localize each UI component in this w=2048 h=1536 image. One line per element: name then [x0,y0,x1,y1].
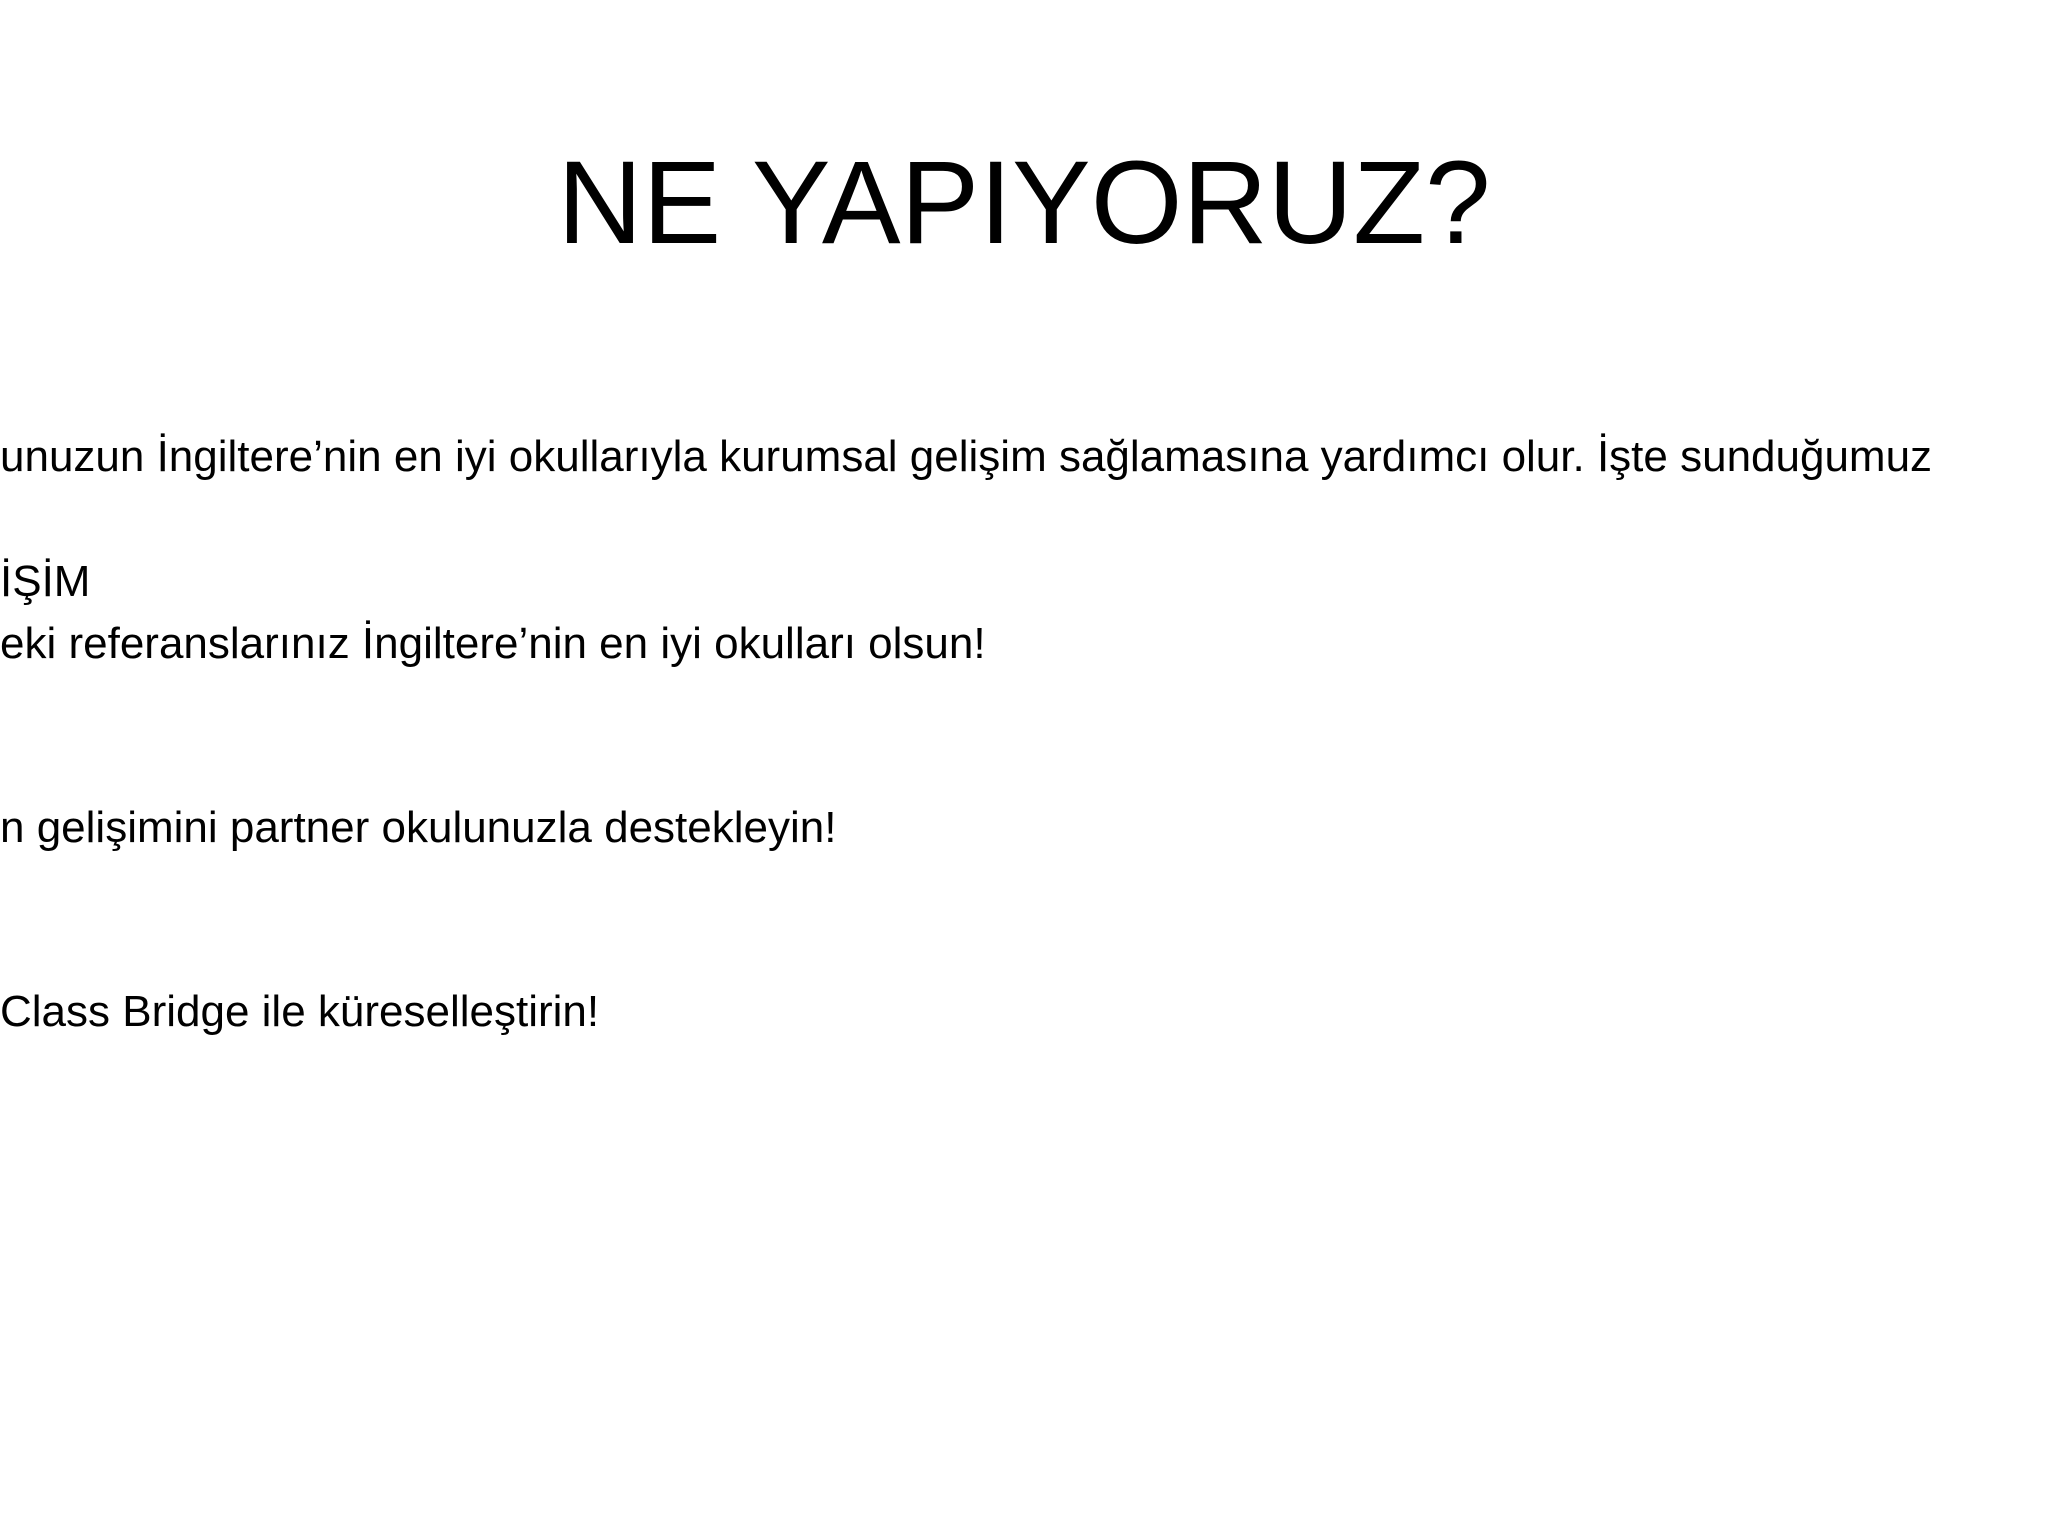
body-line-partner-school: n gelişimini partner okulunuzla destekleyin! [0,803,837,852]
section-heading: İŞİM [0,557,91,606]
intro-line: unuzun İngiltere’nin en iyi okullarıyla kurumsal gelişim sağlamasına yardımcı olur. İşte sunduğumuz [0,432,1933,481]
slide-title: NE YAPIYORUZ? [557,137,1491,269]
body-line-globalize: Class Bridge ile küreselleştirin! [0,987,600,1036]
body-line-references: eki referanslarınız İngiltere’nin en iyi okulları olsun! [0,619,986,668]
